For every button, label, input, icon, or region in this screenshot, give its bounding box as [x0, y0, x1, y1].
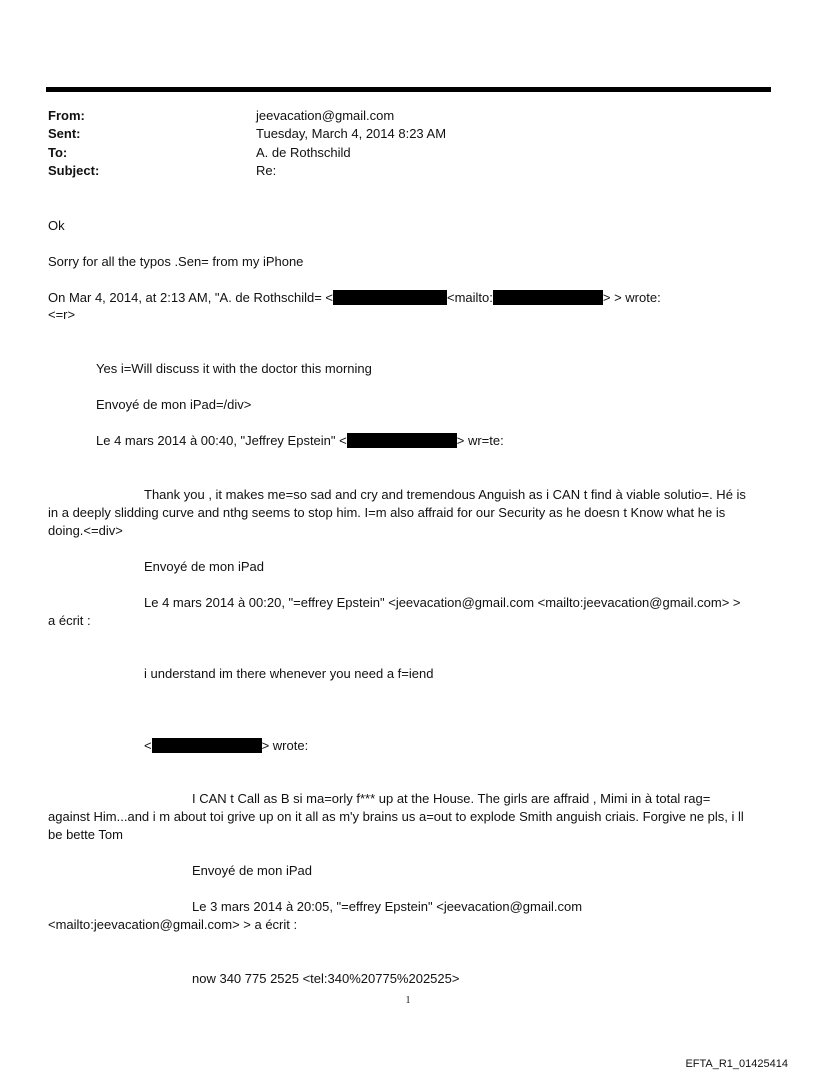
- body-line: i understand im there whenever you need a f=iend: [144, 666, 434, 681]
- body-line: be bette Tom: [48, 827, 123, 842]
- body-line: <=r>: [48, 307, 76, 322]
- quote-header-text: > wrote:: [261, 738, 309, 753]
- sent-label: Sent:: [48, 126, 81, 141]
- body-line: in a deeply slidding curve and nthg seems to stop him. I=m also affraid for our Security as he doesn t Know what he is: [48, 505, 726, 520]
- redaction-box: [333, 290, 447, 305]
- body-line: doing.<=div>: [48, 523, 123, 538]
- body-line: <mailto:jeevacation@gmail.com> > a écrit :: [48, 917, 298, 932]
- body-line: now 340 775 2525 <tel:340%20775%202525>: [192, 971, 460, 986]
- body-line: Sorry for all the typos .Sen= from my iPhone: [48, 254, 304, 269]
- redaction-box: [152, 738, 262, 753]
- body-line: Envoyé de mon iPad: [192, 863, 312, 878]
- quote-header: [144, 737, 308, 755]
- quote-header-text: Le 4 mars 2014 à 00:40, "Jeffrey Epstein" <: [96, 433, 347, 448]
- quote-header-text: On Mar 4, 2014, at 2:13 AM, "A. de Rothschild= <: [48, 290, 333, 305]
- subject-value: Re:: [256, 163, 277, 178]
- body-line: Envoyé de mon iPad=/div>: [96, 397, 252, 412]
- body-line: Yes i=Will discuss it with the doctor this morning: [96, 361, 372, 376]
- quote-header-text: <mailto:: [447, 290, 493, 305]
- quote-header-text: > wr=te:: [456, 433, 504, 448]
- body-line: Le 4 mars 2014 à 00:20, "=effrey Epstein" <jeevacation@gmail.com <mailto:jeevacation@gmail.com> >: [144, 595, 741, 610]
- body-line: Envoyé de mon iPad: [144, 559, 264, 574]
- quote-header-text: > > wrote:: [602, 290, 661, 305]
- subject-label: Subject:: [48, 163, 100, 178]
- from-value: jeevacation@gmail.com: [256, 108, 395, 123]
- from-label: From:: [48, 108, 85, 123]
- quote-header-text: <: [144, 738, 152, 753]
- quote-header: [96, 432, 504, 450]
- redaction-box: [493, 290, 603, 305]
- body-line: Le 3 mars 2014 à 20:05, "=effrey Epstein" <jeevacation@gmail.com: [192, 899, 583, 914]
- quote-header: [48, 289, 661, 307]
- to-label: To:: [48, 145, 68, 160]
- redaction-box: [347, 433, 457, 448]
- body-line: a écrit :: [48, 613, 91, 628]
- body-line: Thank you , it makes me=so sad and cry and tremendous Anguish as i CAN t find à viable solutio=. Hé is: [144, 487, 746, 502]
- body-line: against Him...and i m about toi grive up on it all as m'y brains us a=out to explode Smith anguish criais. Forgive ne pls, i ll: [48, 809, 744, 824]
- page-number: 1: [405, 995, 411, 1006]
- header-rule: [46, 87, 771, 92]
- sent-value: Tuesday, March 4, 2014 8:23 AM: [256, 126, 447, 141]
- bates-number: EFTA_R1_01425414: [685, 1058, 788, 1070]
- to-value: A. de Rothschild: [256, 145, 351, 160]
- body-line: Ok: [48, 218, 65, 233]
- body-line: I CAN t Call as B si ma=orly f*** up at the House. The girls are affraid , Mimi in à total rag=: [192, 791, 711, 806]
